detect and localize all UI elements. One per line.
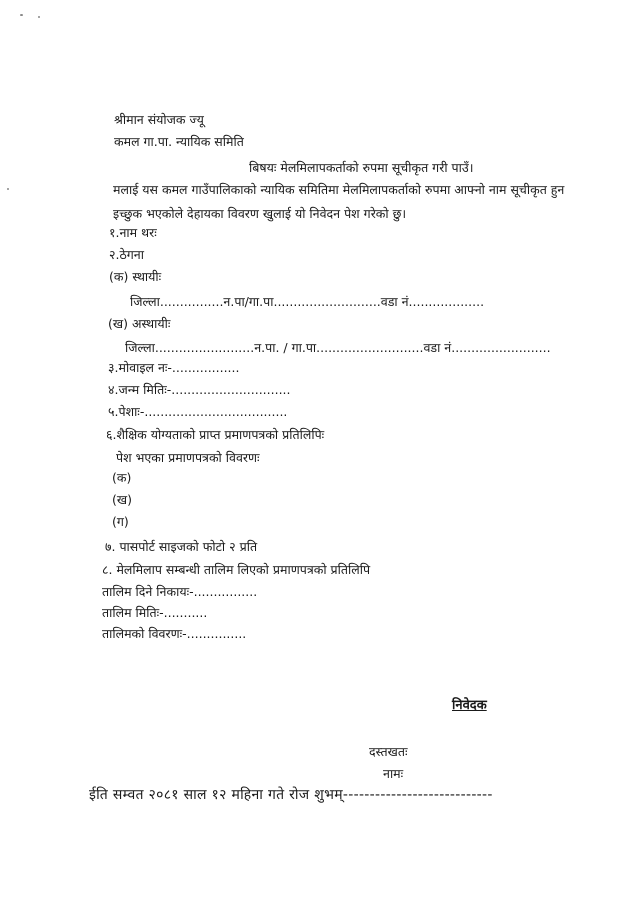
scan-speck: [20, 14, 23, 16]
scan-speck: [7, 188, 9, 190]
temporary-address-detail: जिल्ला.........................न.पा. / गा.पा...........................वडा नं.........................: [125, 340, 551, 355]
applicant-heading: निवेदक: [452, 698, 487, 713]
body-line-1: मलाई यस कमल गाउँपालिकाको न्यायिक समितिमा मेलमिलापकर्ताको रुपमा आफ्नो नाम सूचीकृत हुन: [113, 182, 565, 197]
field-name: १.नाम थरः: [109, 225, 157, 240]
field-permanent-address: (क) स्थायीः: [109, 269, 162, 284]
certificates-intro: पेश भएका प्रमाणपत्रको विवरणः: [116, 450, 260, 465]
subject-line: बिषयः मेलमिलापकर्ताको रुपमा सूचीकृत गरी पाउँ।: [249, 160, 474, 175]
field-address: २.ठेगना: [109, 247, 144, 262]
body-line-2: इच्छुक भएकोले देहायका विवरण खुलाई यो निवेदन पेश गरेको छु।: [113, 206, 407, 221]
training-organization: तालिम दिने निकायः-................: [102, 584, 258, 599]
training-date: तालिम मितिः-...........: [102, 605, 208, 620]
certificate-c: (ग): [112, 514, 129, 529]
field-mobile: ३.मोवाइल नः-.................: [108, 360, 240, 375]
field-training: ८. मेलमिलाप सम्बन्धी तालिम लिएको प्रमाणपत्रको प्रतिलिपि: [102, 562, 371, 577]
field-photo: ७. पासपोर्ट साइजको फोटो २ प्रति: [105, 539, 258, 554]
field-dob: ४.जन्म मितिः-..............................: [108, 382, 291, 397]
addressee: कमल गा.पा. न्यायिक समिति: [114, 134, 244, 149]
name-label: नामः: [383, 766, 404, 781]
training-detail: तालिमको विवरणः-...............: [102, 626, 247, 641]
date-line: ईति सम्वत २०८१ साल १२ महिना गते रोज शुभम्----------------------------: [89, 787, 493, 803]
certificate-a: (क): [112, 470, 132, 485]
scan-speck: [38, 16, 40, 18]
salutation: श्रीमान संयोजक ज्यू: [114, 112, 204, 127]
field-temporary-address: (ख) अस्थायीः: [108, 316, 171, 331]
field-occupation: ५.पेशाः-....................................: [108, 404, 288, 419]
permanent-address-detail: जिल्ला................न.पा/गा.पा...........................वडा नं...................: [130, 294, 485, 309]
field-education: ६.शैक्षिक योग्यताको प्राप्त प्रमाणपत्रको प्रतिलिपिः: [106, 427, 325, 442]
certificate-b: (ख): [112, 492, 132, 507]
signature-label: दस्तखतः: [369, 744, 408, 759]
